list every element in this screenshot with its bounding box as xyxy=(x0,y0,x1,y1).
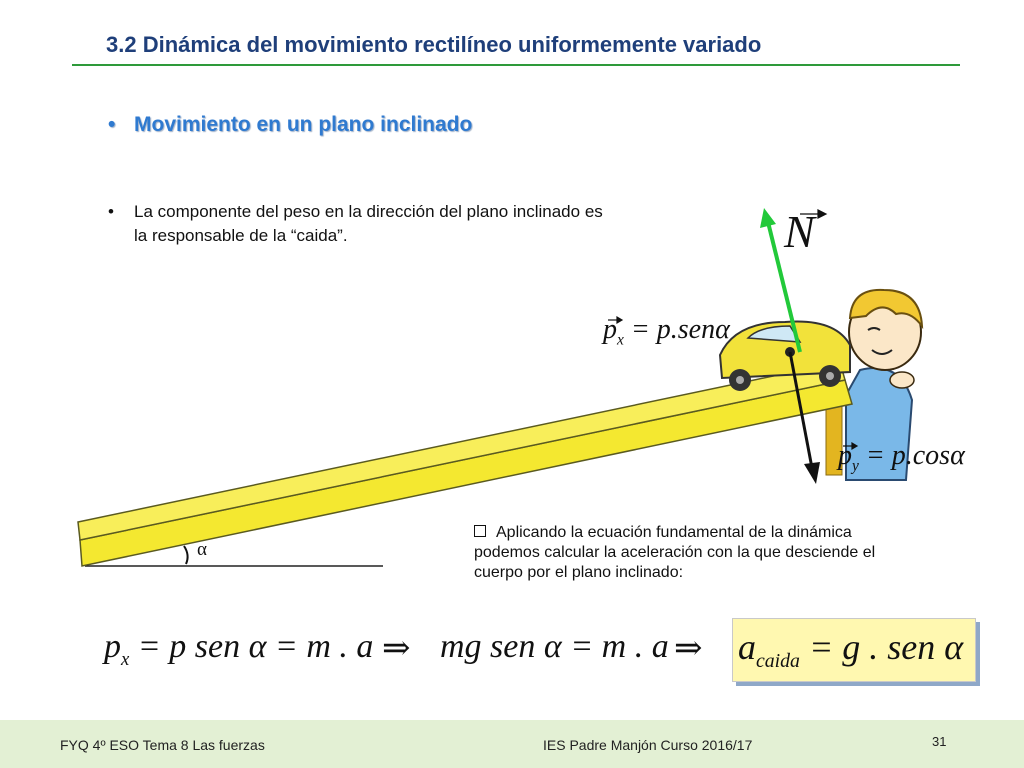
equation-mg: mg sen α = m . a xyxy=(440,628,669,665)
slide-title: 3.2 Dinámica del movimiento rectilíneo uniformemente variado xyxy=(106,32,762,57)
implies-arrow-1: ⇒ xyxy=(382,628,411,668)
bullet-heading-text: Movimiento en un plano inclinado xyxy=(134,113,473,136)
bullet-explanation-text: La componente del peso en la dirección del plano inclinado es la responsable de la “caida”. xyxy=(134,202,603,245)
angle-label: α xyxy=(197,539,207,560)
equation-px: $p_x = p$ sen α = m . a xyxy=(104,628,374,670)
page-number: 31 xyxy=(932,734,947,749)
footer-course: FYQ 4º ESO Tema 8 Las fuerzas xyxy=(60,737,265,753)
implies-arrow-2: ⇒ xyxy=(674,628,703,668)
bullet-heading: • Movimiento en un plano inclinado xyxy=(108,113,473,136)
checkbox-bullet-icon xyxy=(474,525,486,537)
note-paragraph xyxy=(474,523,904,583)
footer-school: IES Padre Manjón Curso 2016/17 xyxy=(543,737,753,753)
py-component-label: $p_y = p.\cos\alpha$ xyxy=(838,440,965,475)
result-equation: $a_{caida} = g$ . sen α xyxy=(738,627,964,673)
angle-arc xyxy=(184,546,188,564)
px-component-label: $p_x = p.sen\alpha$ xyxy=(603,314,730,349)
normal-force-label: N xyxy=(784,206,815,257)
note-text: Aplicando la ecuación fundamental de la dinámica podemos calcular la aceleración con la que desciende el cuerpo por el plano inclinado: xyxy=(474,524,876,581)
